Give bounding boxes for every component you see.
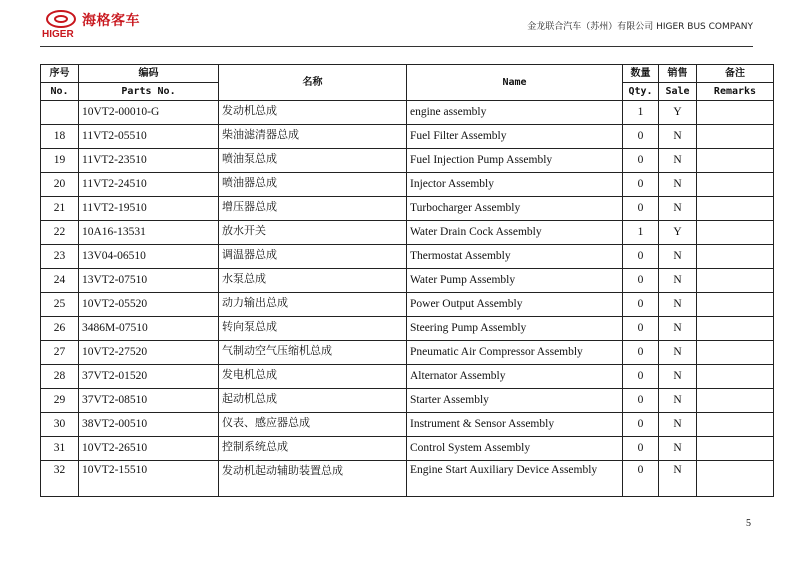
cell-name-en: Fuel Filter Assembly: [407, 125, 623, 149]
cell-sale: N: [659, 365, 697, 389]
cell-remarks: [697, 245, 774, 269]
cell-no: 29: [41, 389, 79, 413]
cell-no: 25: [41, 293, 79, 317]
cell-name-en: Alternator Assembly: [407, 365, 623, 389]
cell-qty: 0: [623, 461, 659, 497]
cell-remarks: [697, 293, 774, 317]
cell-name-cn: 喷油器总成: [219, 173, 407, 197]
table-row: [41, 317, 774, 341]
cell-name-cn: 增压器总成: [219, 197, 407, 221]
table-row: [41, 101, 774, 125]
cell-name-en: Control System Assembly: [407, 437, 623, 461]
cell-qty: 0: [623, 341, 659, 365]
cell-no: 26: [41, 317, 79, 341]
table-row: [41, 365, 774, 389]
cell-qty: 0: [623, 317, 659, 341]
cell-name-en: Steering Pump Assembly: [407, 317, 623, 341]
cell-sale: Y: [659, 221, 697, 245]
table-row: [41, 461, 774, 497]
cell-remarks: [697, 149, 774, 173]
cell-remarks: [697, 317, 774, 341]
table-row: [41, 269, 774, 293]
table-row: [41, 125, 774, 149]
cell-part-no: 10VT2-26510: [79, 437, 219, 461]
table-row: [41, 437, 774, 461]
cell-sale: N: [659, 149, 697, 173]
parts-table: [40, 64, 774, 497]
cell-qty: 0: [623, 389, 659, 413]
cell-no: [41, 101, 79, 125]
header-qty-en: Qty.: [623, 83, 659, 101]
cell-name-cn: 起动机总成: [219, 389, 407, 413]
cell-no: 24: [41, 269, 79, 293]
cell-part-no: 10VT2-00010-G: [79, 101, 219, 125]
cell-qty: 0: [623, 149, 659, 173]
cell-qty: 0: [623, 413, 659, 437]
cell-qty: 0: [623, 125, 659, 149]
cell-name-cn: 水泵总成: [219, 269, 407, 293]
cell-part-no: 10VT2-15510: [79, 461, 219, 497]
cell-part-no: 11VT2-19510: [79, 197, 219, 221]
cell-remarks: [697, 461, 774, 497]
cell-name-en: Fuel Injection Pump Assembly: [407, 149, 623, 173]
company-name: 金龙联合汽车（苏州）有限公司 HIGER BUS COMPANY: [527, 22, 753, 32]
cell-name-cn: 仪表、感应器总成: [219, 413, 407, 437]
cell-name-en: Power Output Assembly: [407, 293, 623, 317]
cell-sale: N: [659, 125, 697, 149]
cell-name-en: Pneumatic Air Compressor Assembly: [407, 341, 623, 365]
header-seq-cn: 序号: [41, 65, 79, 83]
cell-no: 22: [41, 221, 79, 245]
cell-name-cn: 气制动空气压缩机总成: [219, 341, 407, 365]
cell-name-cn: 转向泵总成: [219, 317, 407, 341]
cell-name-en: Water Pump Assembly: [407, 269, 623, 293]
cell-part-no: 37VT2-01520: [79, 365, 219, 389]
cell-part-no: 10VT2-05520: [79, 293, 219, 317]
cell-name-cn: 发动机起动辅助装置总成: [219, 461, 407, 497]
cell-remarks: [697, 389, 774, 413]
cell-sale: N: [659, 293, 697, 317]
table-row: [41, 293, 774, 317]
cell-qty: 0: [623, 245, 659, 269]
cell-sale: Y: [659, 101, 697, 125]
table-row: [41, 197, 774, 221]
table-row: [41, 413, 774, 437]
cell-qty: 1: [623, 101, 659, 125]
cell-part-no: 10A16-13531: [79, 221, 219, 245]
table-row: [41, 389, 774, 413]
cell-sale: N: [659, 197, 697, 221]
cell-name-cn: 调温器总成: [219, 245, 407, 269]
cell-name-cn: 动力输出总成: [219, 293, 407, 317]
cell-sale: N: [659, 389, 697, 413]
cell-name-en: Turbocharger Assembly: [407, 197, 623, 221]
cell-qty: 0: [623, 269, 659, 293]
higer-logo: [40, 8, 150, 42]
cell-remarks: [697, 437, 774, 461]
cell-no: 21: [41, 197, 79, 221]
cell-name-en: Thermostat Assembly: [407, 245, 623, 269]
cell-name-en: Instrument & Sensor Assembly: [407, 413, 623, 437]
cell-part-no: 11VT2-23510: [79, 149, 219, 173]
header-name-en: Name: [407, 65, 623, 101]
cell-sale: N: [659, 461, 697, 497]
table-row: [41, 341, 774, 365]
cell-name-en: engine assembly: [407, 101, 623, 125]
cell-remarks: [697, 173, 774, 197]
header-remarks-cn: 备注: [697, 65, 774, 83]
page-number: 5: [746, 518, 751, 529]
cell-qty: 0: [623, 437, 659, 461]
cell-qty: 0: [623, 365, 659, 389]
cell-no: 23: [41, 245, 79, 269]
cell-part-no: 13VT2-07510: [79, 269, 219, 293]
cell-part-no: 10VT2-27520: [79, 341, 219, 365]
cell-remarks: [697, 365, 774, 389]
cell-part-no: 38VT2-00510: [79, 413, 219, 437]
cell-name-cn: 发动机总成: [219, 101, 407, 125]
cell-remarks: [697, 197, 774, 221]
cell-remarks: [697, 413, 774, 437]
cell-no: 32: [41, 461, 79, 497]
cell-remarks: [697, 221, 774, 245]
header-name-cn: 名称: [219, 65, 407, 101]
logo-english-text: HIGER: [42, 29, 74, 40]
header-remarks-en: Remarks: [697, 83, 774, 101]
cell-part-no: 3486M-07510: [79, 317, 219, 341]
table-row: [41, 221, 774, 245]
cell-remarks: [697, 269, 774, 293]
cell-no: 20: [41, 173, 79, 197]
header-sale-en: Sale: [659, 83, 697, 101]
cell-name-cn: 控制系统总成: [219, 437, 407, 461]
cell-name-en: Water Drain Cock Assembly: [407, 221, 623, 245]
header-qty-cn: 数量: [623, 65, 659, 83]
table-row: [41, 245, 774, 269]
header-code-cn: 编码: [79, 65, 219, 83]
cell-no: 28: [41, 365, 79, 389]
cell-no: 19: [41, 149, 79, 173]
cell-no: 27: [41, 341, 79, 365]
cell-remarks: [697, 101, 774, 125]
table-row: [41, 149, 774, 173]
cell-name-cn: 柴油滤清器总成: [219, 125, 407, 149]
header-sale-cn: 销售: [659, 65, 697, 83]
cell-name-cn: 发电机总成: [219, 365, 407, 389]
cell-qty: 0: [623, 293, 659, 317]
cell-sale: N: [659, 245, 697, 269]
cell-sale: N: [659, 269, 697, 293]
cell-qty: 1: [623, 221, 659, 245]
cell-sale: N: [659, 341, 697, 365]
header-seq-en: No.: [41, 83, 79, 101]
logo-chinese-text: 海格客车: [82, 13, 140, 29]
cell-name-en: Starter Assembly: [407, 389, 623, 413]
page-header: [40, 8, 753, 47]
higer-logo-icon: [46, 10, 76, 28]
cell-part-no: 13V04-06510: [79, 245, 219, 269]
cell-part-no: 11VT2-05510: [79, 125, 219, 149]
cell-part-no: 37VT2-08510: [79, 389, 219, 413]
cell-name-en: Injector Assembly: [407, 173, 623, 197]
header-code-en: Parts No.: [79, 83, 219, 101]
cell-name-en: Engine Start Auxiliary Device Assembly: [407, 461, 623, 497]
cell-sale: N: [659, 413, 697, 437]
cell-no: 18: [41, 125, 79, 149]
cell-qty: 0: [623, 173, 659, 197]
table-row: [41, 173, 774, 197]
cell-name-cn: 喷油泵总成: [219, 149, 407, 173]
cell-sale: N: [659, 173, 697, 197]
cell-sale: N: [659, 437, 697, 461]
cell-sale: N: [659, 317, 697, 341]
cell-part-no: 11VT2-24510: [79, 173, 219, 197]
cell-qty: 0: [623, 197, 659, 221]
cell-name-cn: 放水开关: [219, 221, 407, 245]
cell-no: 30: [41, 413, 79, 437]
cell-no: 31: [41, 437, 79, 461]
cell-remarks: [697, 125, 774, 149]
cell-remarks: [697, 341, 774, 365]
